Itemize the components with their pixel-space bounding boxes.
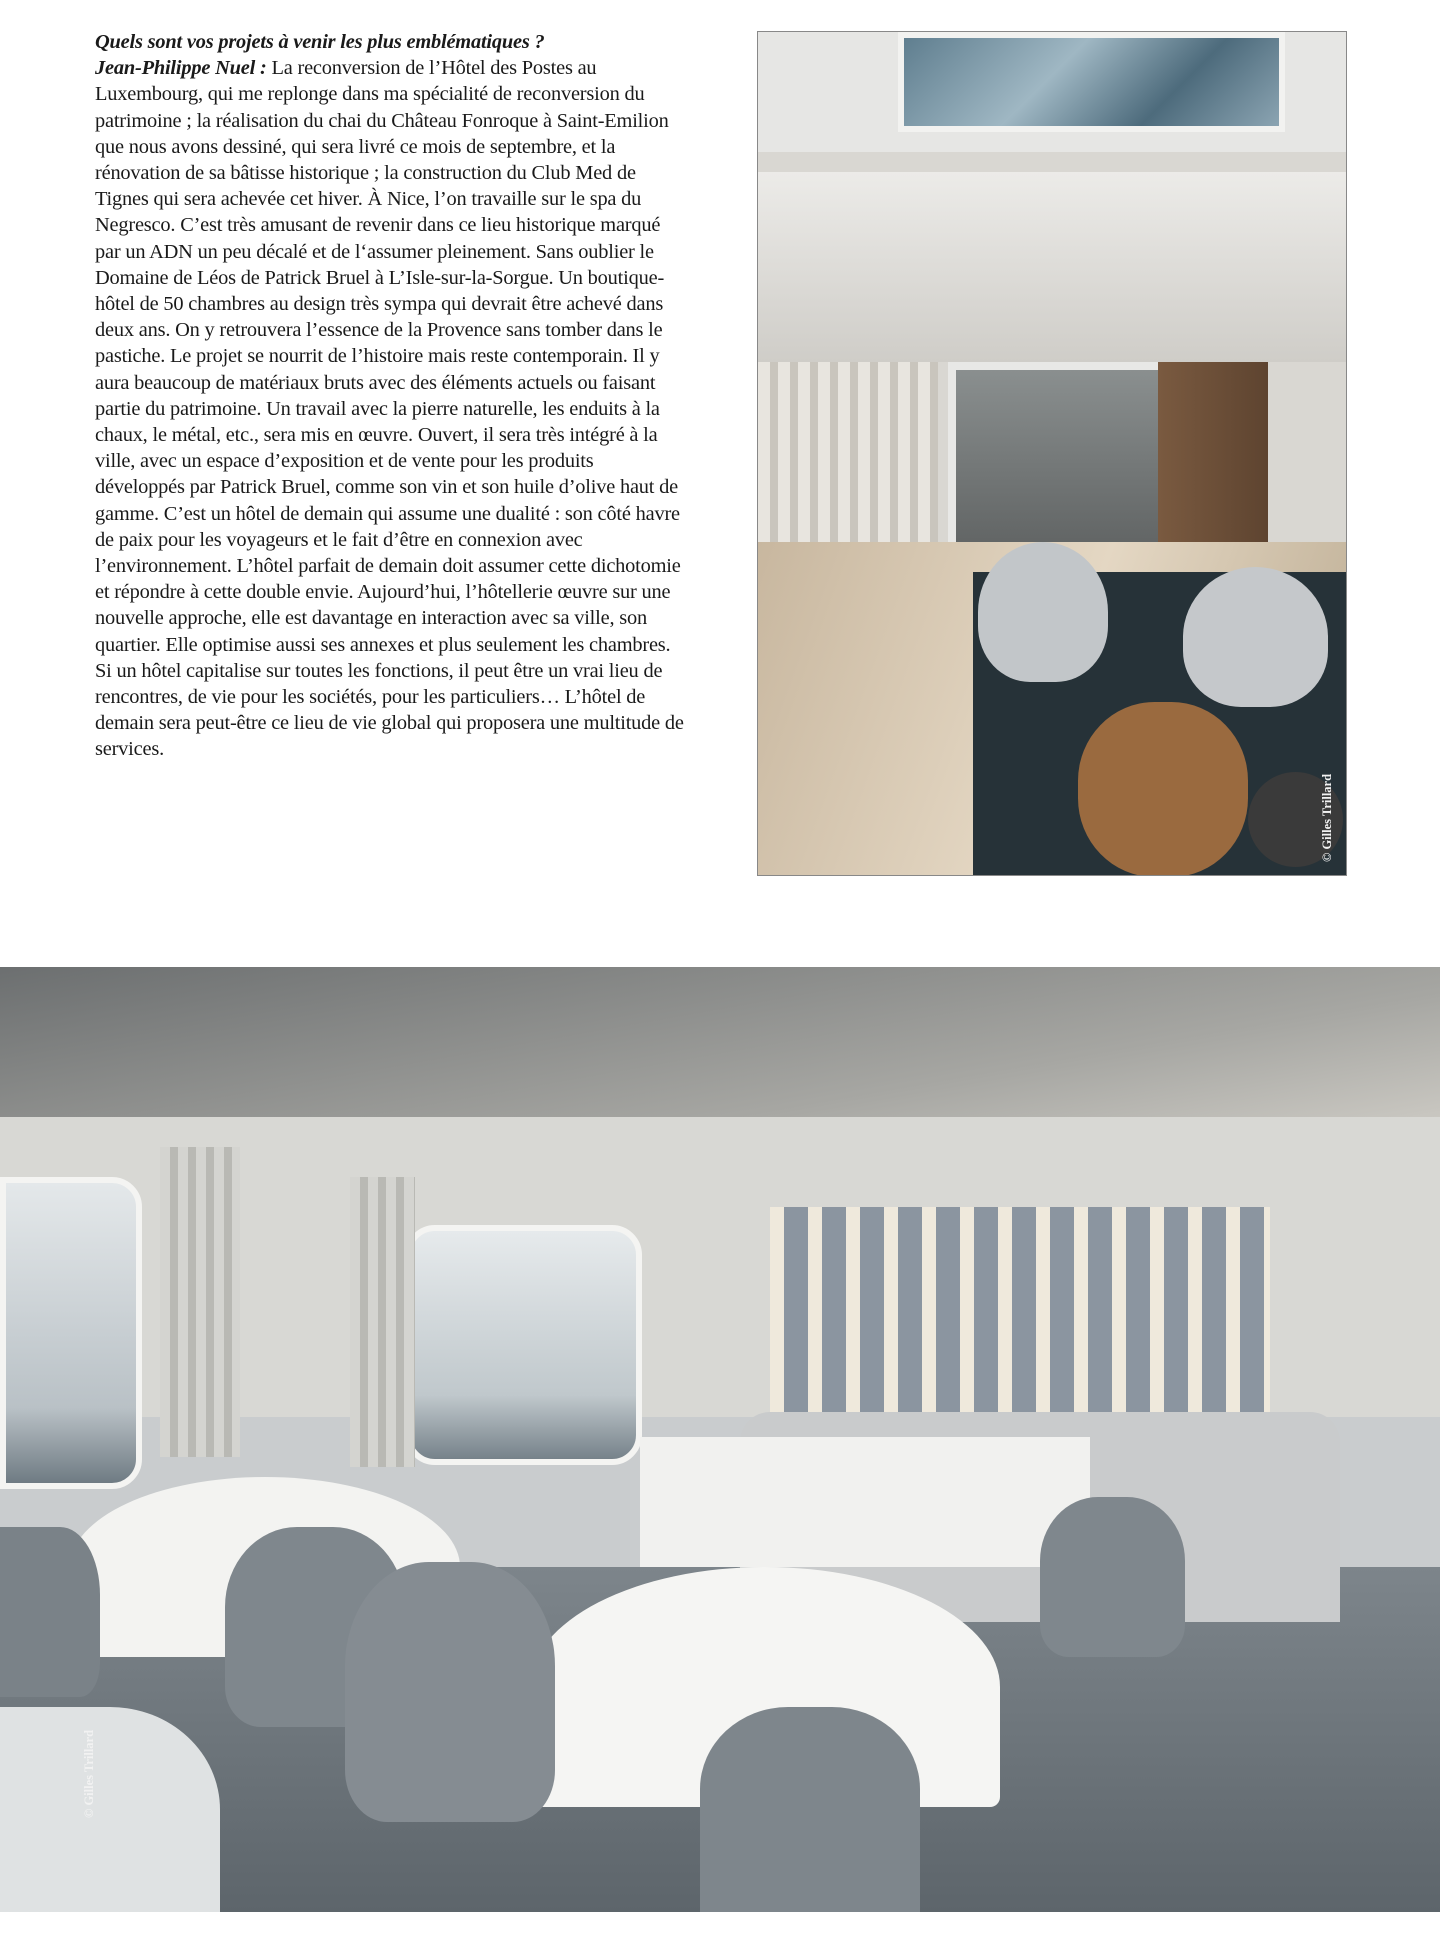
window-left: [0, 1177, 142, 1489]
wood-panel: [1158, 362, 1268, 542]
chair: [1040, 1497, 1185, 1657]
armchair-left: [978, 542, 1108, 682]
skylight-glass: [898, 32, 1285, 132]
chair: [0, 1707, 220, 1912]
restaurant-photo: [0, 967, 1440, 1912]
chair: [0, 1527, 100, 1697]
answer-paragraph: [95, 55, 685, 762]
coffee-table: [1078, 702, 1248, 876]
photo-credit: © Gilles Trillard: [82, 1729, 96, 1818]
answer-text: La reconversion de l’Hôtel des Postes au Luxembourg, qui me replonge dans ma spécialité de reconversion du patrimoine ; la réalisation du chai du Château Fonroque à Saint-Emilion que nous avons dessiné, qui sera livré ce mois de septembre, et la rénovation de sa bâtisse historique ; la construction du Club Med de Tignes qui sera achevée cet hiver. À Nice, l’on travaille sur le spa du Negresco. C’est très amusant de revenir dans ce lieu historique marqué par un ADN un peu décalé et de l‘assumer pleinement. Sans oublier le Domaine de Léos de Patrick Bruel à L’Isle-sur-la-Sorgue. Un boutique-hôtel de 50 chambres au design très sympa qui devrait être achevé dans deux ans. On y retrouvera l’essence de la Provence sans tomber dans le pastiche. Le projet se nourrit de l’histoire mais reste contemporain. Il y aura beaucoup de matériaux bruts avec des éléments actuels ou faisant partie du patrimoine. Un travail avec la pierre naturelle, les enduits à la chaux, le métal, etc., sera mis en œuvre. Ouvert, il sera très intégré à la ville, avec un espace d’exposition et de vente pour les produits développés par Patrick Bruel, comme son vin et son huile d’olive haut de gamme. C’est un hôtel de demain qui assume une dualité : son côté havre de paix pour les voyageurs et le fait d’être en connexion avec l’environnement. L’hôtel parfait de demain doit assumer cette dichotomie et répondre à cette double envie. Aujourd’hui, l’hôtellerie œuvre sur une nouvelle approche, elle est davantage en interaction avec sa ville, son quartier. Elle optimise aussi ses annexes et plus seulement les chambres. Si un hôtel capitalise sur toutes les fonctions, il peut être un vrai lieu de rencontres, de vie pour les sociétés, pour les particuliers… L’hôtel de demain sera peut-être ce lieu de vie global qui proposera une multitude de services.: [95, 57, 684, 761]
chair: [345, 1562, 555, 1822]
chair: [700, 1707, 920, 1912]
speaker-name: Jean-Philippe Nuel :: [95, 57, 267, 80]
ceiling-beam: [758, 172, 1347, 362]
photo-credit: © Gilles Trillard: [1320, 773, 1334, 862]
curtain-left: [160, 1147, 240, 1457]
armchair-right: [1183, 567, 1328, 707]
curtain-right: [350, 1177, 415, 1467]
article-body: [95, 29, 685, 763]
lounge-photo: [757, 31, 1347, 876]
question: Quels sont vos projets à venir les plus emblématiques ?: [95, 31, 545, 53]
table-right: [640, 1437, 1090, 1567]
slat-screen: [770, 1207, 1270, 1437]
window-center: [405, 1225, 642, 1465]
